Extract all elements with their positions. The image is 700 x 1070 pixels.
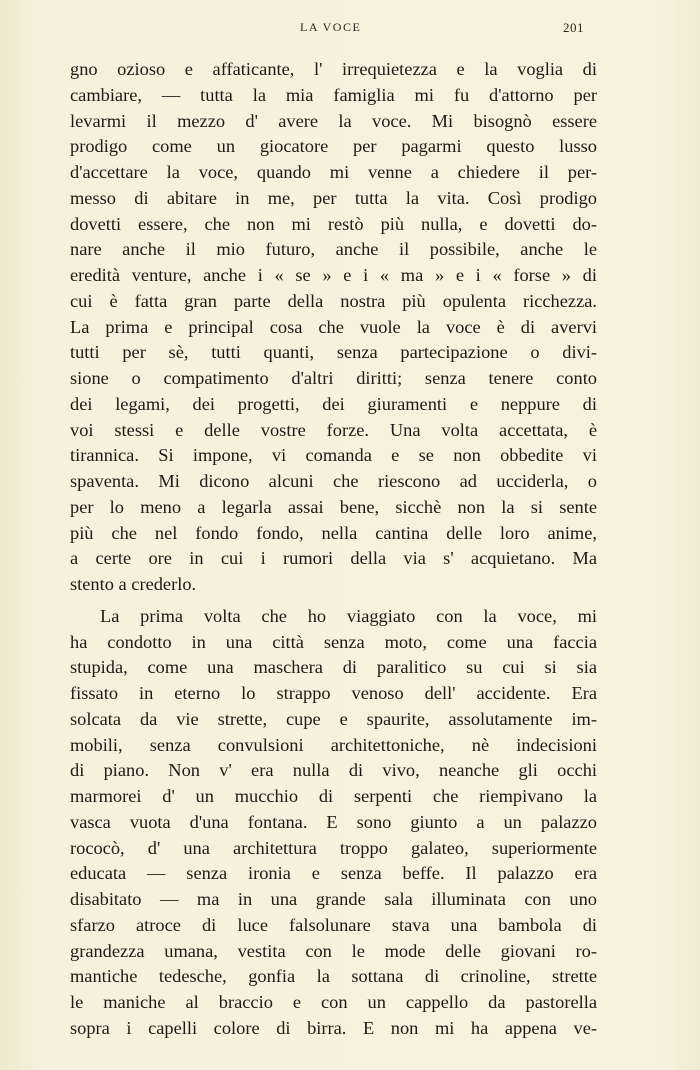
body-text — [70, 57, 597, 1042]
text-line: voi stessi e delle vostre forze. Una volta accettata, è — [70, 419, 597, 440]
text-line: prodigo come un giocatore per pagarmi questo lusso — [70, 136, 597, 157]
text-line: le maniche al braccio e con un cappello da pastorella — [70, 992, 597, 1012]
text-line: sione o compatimento d'altri diritti; senza tenere conto — [70, 368, 597, 388]
text-line: mantiche tedesche, gonfia la sottana di crinoline, strette — [70, 966, 597, 987]
text-line: sfarzo atroce di luce falsolunare stava una bambola di — [70, 914, 597, 935]
text-line: cambiare, — tutta la mia famiglia mi fu d'attorno per — [70, 84, 597, 105]
text-line: gno ozioso e affaticante, l' irrequietezza e la voglia di — [70, 59, 597, 79]
text-line: solcata da vie strette, cupe e spaurite, assolutamente im- — [70, 708, 597, 729]
text-line: eredità venture, anche i « se » e i « ma » e i « forse » di — [70, 265, 597, 285]
text-line: messo di abitare in me, per tutta la vita. Così prodigo — [70, 187, 597, 208]
text-line: per lo meno a legarla assai bene, sicchè non la si sente — [70, 496, 597, 517]
text-line: più che nel fondo fondo, nella cantina delle loro anime, — [70, 522, 597, 543]
text-line: disabitato — ma in una grande sala illuminata con uno — [70, 889, 597, 909]
text-line: educata — senza ironia e senza beffe. Il palazzo era — [70, 863, 597, 884]
text-line: spaventa. Mi dicono alcuni che riescono ad ucciderla, o — [70, 471, 597, 491]
text-line: cui è fatta gran parte della nostra più opulenta ricchezza. — [70, 290, 597, 311]
text-line: stupida, come una maschera di paralitico su cui si sia — [70, 657, 597, 678]
text-line: marmorei d' un mucchio di serpenti che riempivano la — [70, 786, 597, 806]
text-line: tirannica. Si impone, vi comanda e se non obbedite vi — [70, 445, 597, 466]
text-line: stento a crederlo. — [70, 574, 197, 594]
text-line: levarmi il mezzo d' avere la voce. Mi bisognò essere — [70, 110, 597, 131]
text-line: tutti per sè, tutti quanti, senza partecipazione o divi- — [70, 342, 597, 363]
text-line: dovetti essere, che non mi restò più nulla, e dovetti do- — [70, 213, 597, 234]
text-line: mobili, senza convulsioni architettoniche, nè indecisioni — [70, 734, 597, 755]
text-line: vasca vuota d'una fontana. E sono giunto a un palazzo — [70, 811, 597, 832]
text-line: d'accettare la voce, quando mi venne a chiedere il per- — [70, 162, 597, 182]
text-line: grandezza umana, vestita con le mode delle giovani ro- — [70, 940, 597, 961]
paragraph-1 — [70, 57, 597, 598]
text-line: La prima volta che ho viaggiato con la voce, mi — [100, 605, 597, 626]
text-line: fissato in eterno lo strappo venoso dell' accidente. Era — [70, 683, 597, 703]
text-line: dei legami, dei progetti, dei giuramenti e neppure di — [70, 393, 597, 414]
text-line: nare anche il mio futuro, anche il possibile, anche le — [70, 239, 597, 260]
text-line: La prima e principal cosa che vuole la voce è di avervi — [70, 316, 597, 337]
text-line: rococò, d' una architettura troppo galateo, superiormente — [70, 837, 597, 858]
text-line: sopra i capelli colore di birra. E non mi ha appena ve- — [70, 1017, 597, 1038]
text-line: a certe ore in cui i rumori della via s' acquietano. Ma — [70, 548, 597, 569]
text-line: ha condotto in una città senza moto, come una faccia — [70, 631, 597, 652]
running-title: LA VOCE — [300, 20, 362, 34]
page-number: 201 — [563, 20, 584, 35]
text-line: di piano. Non v' era nulla di vivo, neanche gli occhi — [70, 760, 597, 781]
paragraph-2 — [70, 604, 597, 1042]
page-header — [0, 20, 700, 40]
